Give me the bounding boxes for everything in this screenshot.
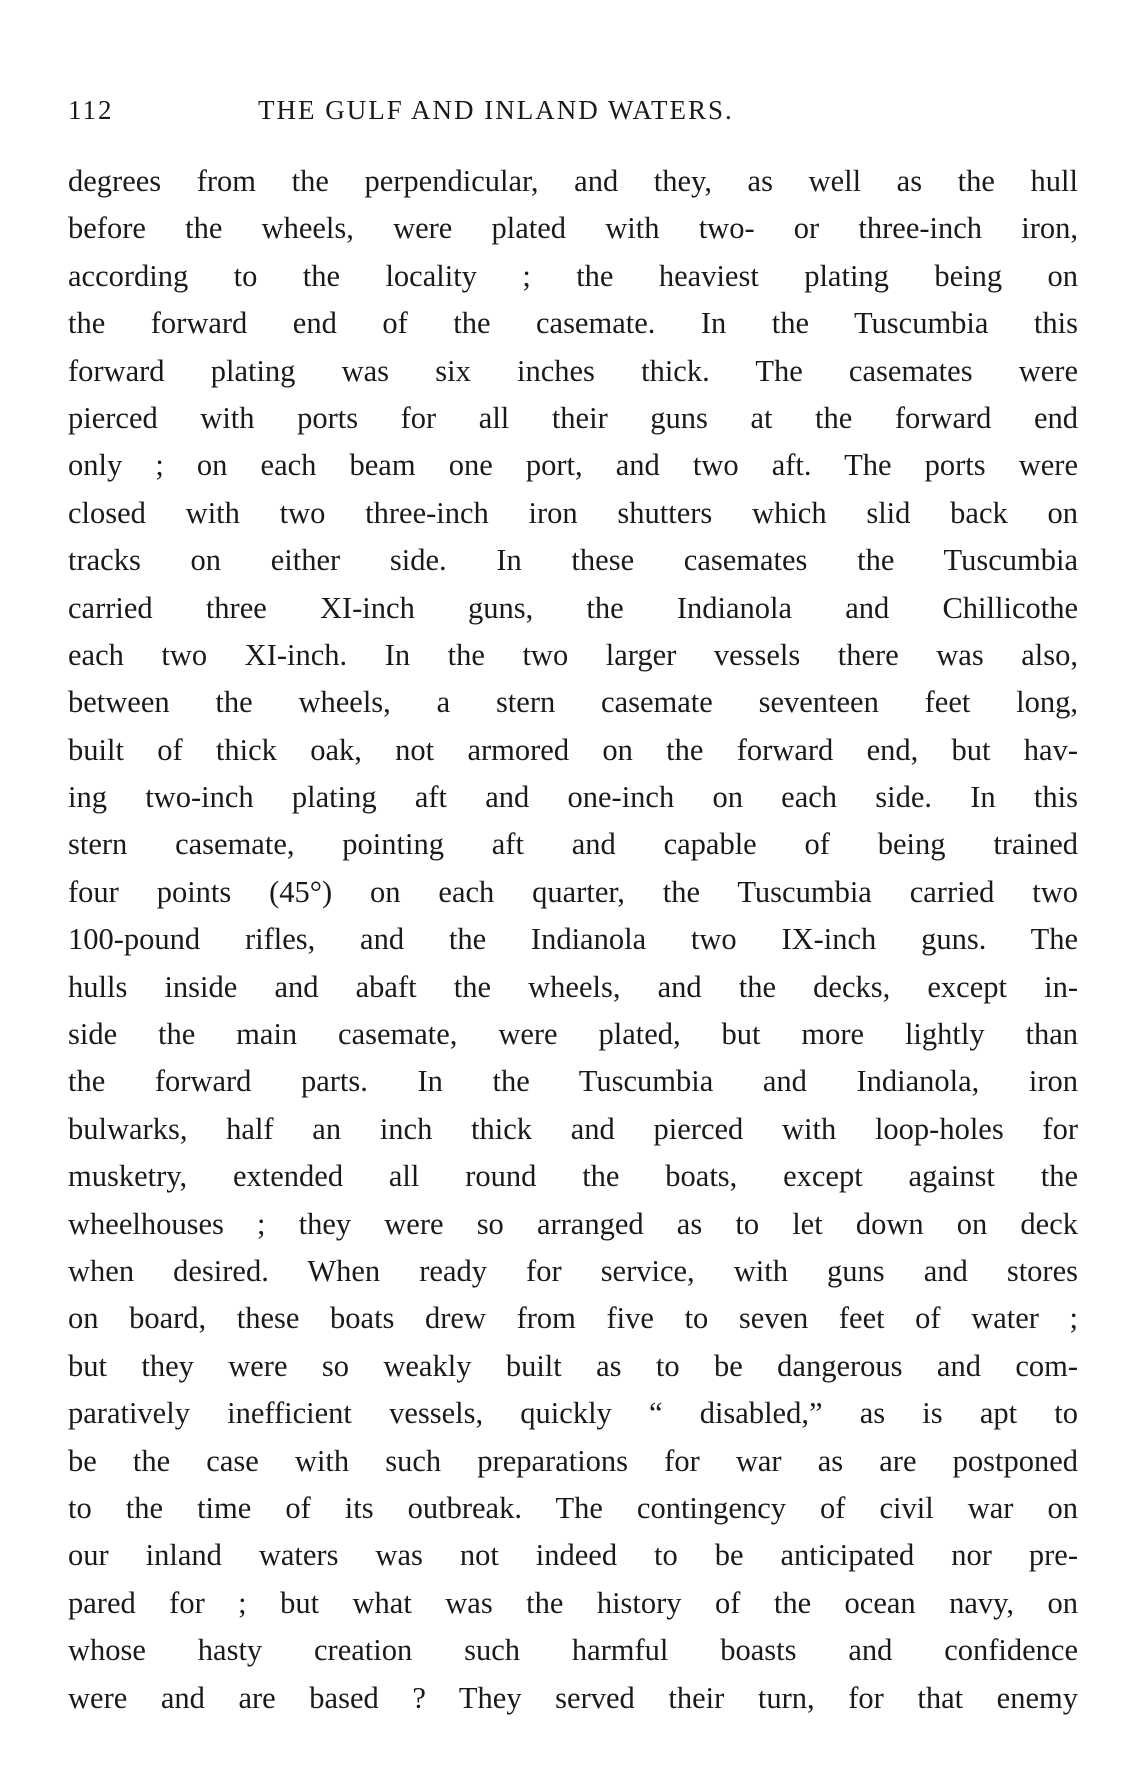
text-line: carried three XI-inch guns, the Indianola and Chillicothe xyxy=(68,590,1078,625)
text-line: the forward end of the casemate. In the Tuscumbia this xyxy=(68,306,1078,341)
text-line: side the main casemate, were plated, but more lightly than xyxy=(68,1017,1078,1052)
text-line: wheelhouses ; they were so arranged as to let down on deck xyxy=(68,1206,1078,1241)
text-line: hulls inside and abaft the wheels, and the decks, except in- xyxy=(68,969,1078,1004)
text-line: built of thick oak, not armored on the forward end, but hav- xyxy=(68,732,1078,767)
text-line: tracks on either side. In these casemates the Tuscumbia xyxy=(68,543,1078,578)
text-line: be the case with such preparations for war as are postponed xyxy=(68,1443,1078,1478)
text-line: whose hasty creation such harmful boasts and confidence xyxy=(68,1633,1078,1668)
text-line: 100-pound rifles, and the Indianola two IX-inch guns. The xyxy=(68,922,1078,957)
text-line: musketry, extended all round the boats, except against the xyxy=(68,1159,1078,1194)
text-line: between the wheels, a stern casemate seventeen feet long, xyxy=(68,685,1078,720)
running-title: THE GULF AND INLAND WATERS. xyxy=(258,95,734,125)
text-line: each two XI-inch. In the two larger vessels there was also, xyxy=(68,637,1078,672)
text-line: pierced with ports for all their guns at the forward end xyxy=(68,400,1078,435)
text-line: but they were so weakly built as to be dangerous and com- xyxy=(68,1348,1078,1383)
text-line: degrees from the perpendicular, and they, as well as the hull xyxy=(68,164,1078,198)
page-number: 112 xyxy=(68,95,114,125)
text-line: our inland waters was not indeed to be anticipated nor pre- xyxy=(68,1538,1078,1573)
text-line: were and are based ? They served their turn, for that enemy xyxy=(68,1680,1078,1715)
text-line: on board, these boats drew from five to seven feet of water ; xyxy=(68,1301,1078,1336)
text-line: forward plating was six inches thick. The casemates were xyxy=(68,353,1078,388)
text-line: the forward parts. In the Tuscumbia and Indianola, iron xyxy=(68,1064,1078,1099)
text-line: according to the locality ; the heaviest plating being on xyxy=(68,258,1078,293)
text-line: only ; on each beam one port, and two aft. The ports were xyxy=(68,448,1078,483)
body-text xyxy=(68,158,1078,1722)
text-line: to the time of its outbreak. The contingency of civil war on xyxy=(68,1490,1078,1525)
text-line: when desired. When ready for service, with guns and stores xyxy=(68,1253,1078,1288)
text-line: paratively inefficient vessels, quickly “ disabled,” as is apt to xyxy=(68,1396,1078,1431)
text-line: four points (45°) on each quarter, the Tuscumbia carried two xyxy=(68,874,1078,909)
text-line: before the wheels, were plated with two- or three-inch iron, xyxy=(68,211,1078,246)
text-line: closed with two three-inch iron shutters which slid back on xyxy=(68,495,1078,530)
running-head xyxy=(68,95,948,135)
text-line: pared for ; but what was the history of the ocean navy, on xyxy=(68,1585,1078,1620)
text-line: stern casemate, pointing aft and capable of being trained xyxy=(68,827,1078,862)
text-line: ing two-inch plating aft and one-inch on each side. In this xyxy=(68,780,1078,815)
text-line: bulwarks, half an inch thick and pierced with loop-holes for xyxy=(68,1111,1078,1146)
